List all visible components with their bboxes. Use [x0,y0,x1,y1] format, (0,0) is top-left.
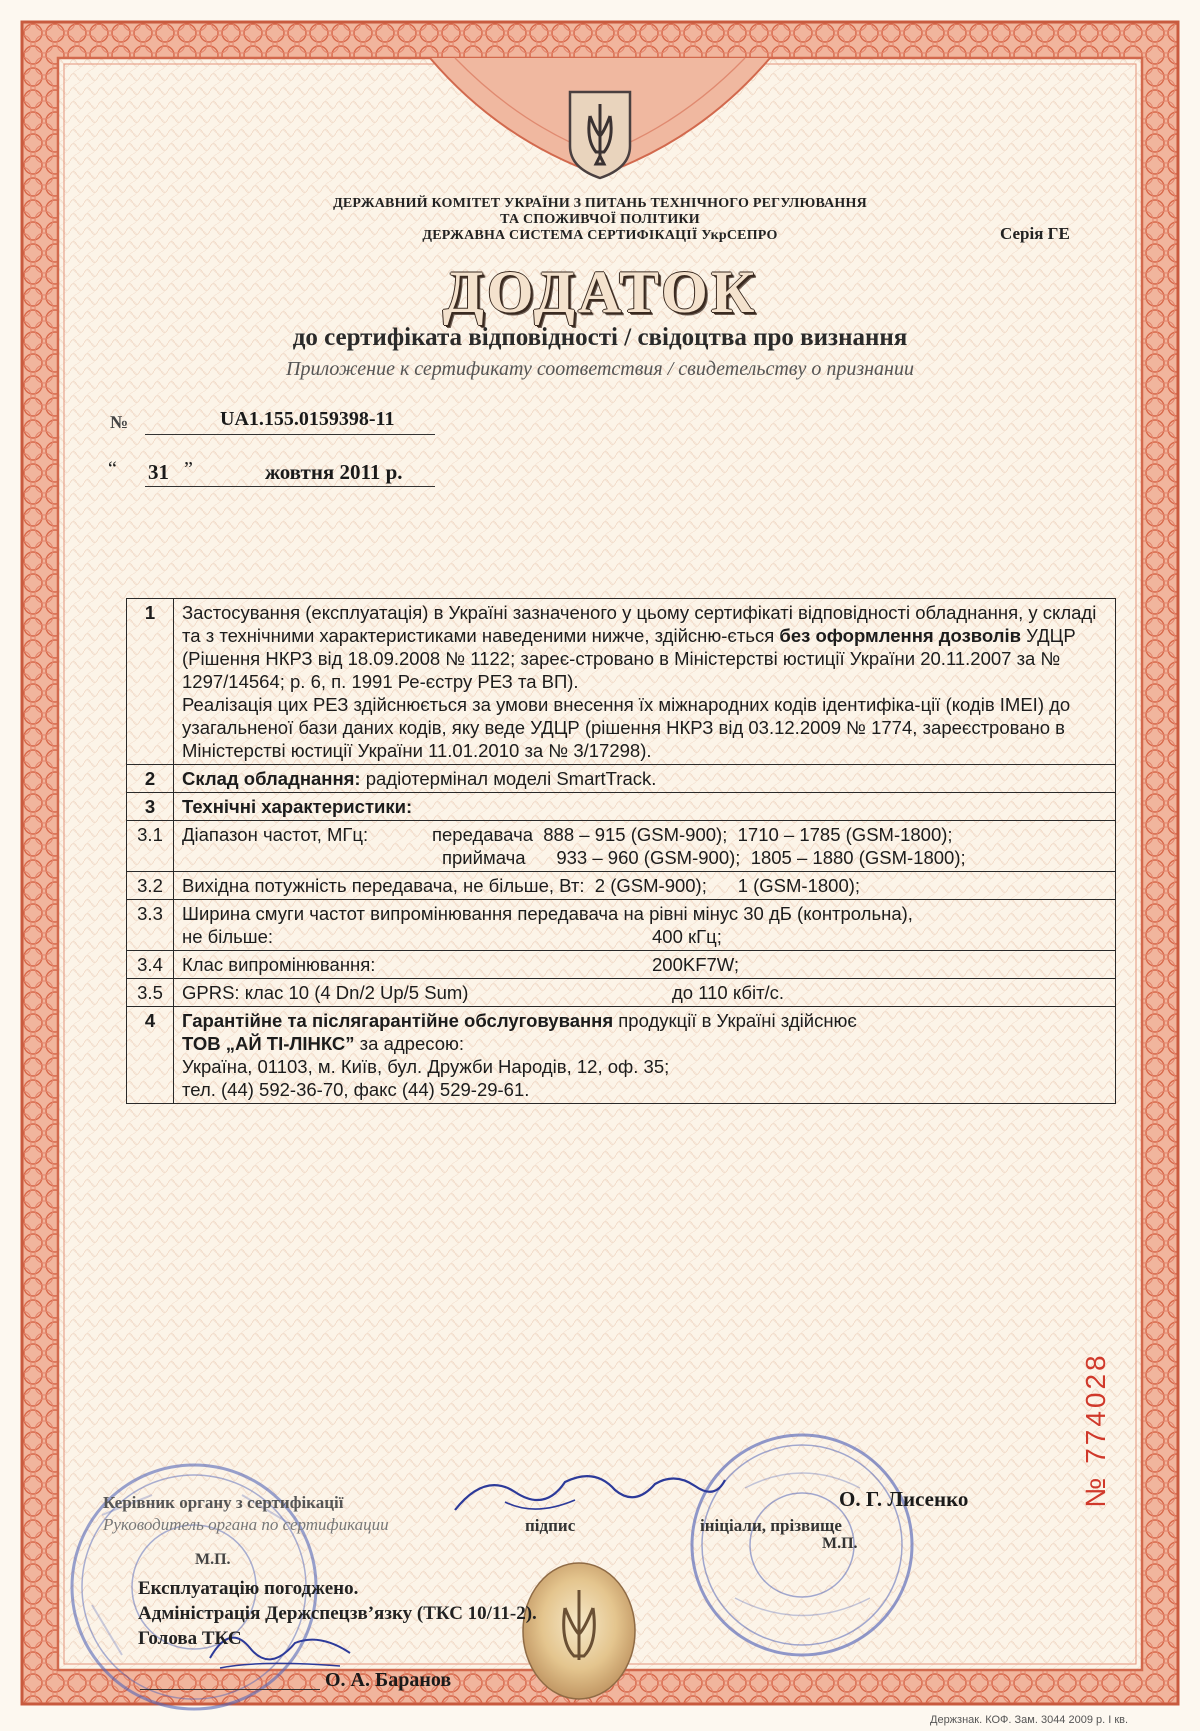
series-label: Серія ГЕ [1000,224,1070,243]
approval-line-1: Експлуатацію погоджено. [138,1578,359,1599]
certifying-body-head-label: Керівник органу з сертифікації [103,1493,344,1512]
initials-caption: ініціали, прізвище [700,1516,842,1535]
hologram-seal-icon [520,1560,638,1702]
emission-row [182,953,1107,976]
printer-footer: Держзнак. КОФ. Зам. 3044 2009 р. І кв. [930,1714,1129,1726]
approver-signature-line [140,1689,320,1690]
row-content [174,900,1116,951]
service-text: продукції в Україні здійснює [613,1010,857,1031]
row-number: 2 [127,765,174,793]
date-quote-open: “ [108,458,117,480]
signer-name: О. Г. Лисенко [839,1487,969,1511]
header-line-3: ДЕРЖАВНА СИСТЕМА СЕРТИФІКАЦІЇ УкрСЕПРО [422,228,778,243]
serial-number-area [1066,1325,1126,1535]
service-line [182,1009,1107,1032]
row-number: 3.5 [127,979,174,1007]
row-number: 1 [127,599,174,765]
usage-bold: без оформлення дозволів [779,625,1022,646]
table-row [127,821,1116,872]
table-row [127,872,1116,900]
document-subtitle: до сертифіката відповідності / свідоцтва про визнання [292,324,908,351]
row-number: 4 [127,1007,174,1104]
emission-label: Клас випромінювання: [182,954,376,975]
row-number: 3 [127,793,174,821]
table-row [127,599,1116,765]
table-row [127,765,1116,793]
company-address: Україна, 01103, м. Київ, бул. Дружби Народів, 12, оф. 35; [182,1056,670,1077]
bandwidth-text-cont: не більше: [182,926,274,947]
row-content [174,793,1116,821]
seal-place-right: М.П. [822,1535,858,1552]
company-text: за адресою: [354,1033,465,1054]
date-underline [145,486,435,487]
row-content [174,821,1116,872]
seal-place-left: М.П. [195,1551,231,1568]
imei-paragraph: Реалізація цих РЕЗ здійснюється за умови внесення їх міжнародних кодів ідентифіка-ції (кодів IMEI) до узагальненої бази даних кодів, яку веде УДЦР (рішення НКРЗ від 03.12.2009 № 1774, зареєстровано в Міністерстві юстиції України 11.01.2010 за № 3/17298). [182,694,1071,761]
gprs-row [182,981,1107,1004]
row-content [174,765,1116,793]
usage-text: Застосування (експлуатація) в Україні зазначеного у цьому сертифікаті відповідності обладнання, у складі та з технічними характеристиками наведеними нижче, здійсню-ється [182,602,1097,646]
composition-value: радіотермінал моделі SmartTrack. [360,768,657,789]
bandwidth-value: 400 кГц; [652,926,722,947]
row-content [174,979,1116,1007]
table-row [127,951,1116,979]
tech-specs-label: Технічні характеристики: [182,796,413,817]
company-phone: тел. (44) 592-36-70, факс (44) 529-29-61. [182,1079,530,1100]
table-row [127,1007,1116,1104]
emission-value: 200KF7W; [652,954,740,975]
output-power: Вихідна потужність передавача, не більше, Вт: 2 (GSM-900); 1 (GSM-1800); [174,872,1116,900]
approval-line-3: Голова ТКС [138,1628,242,1649]
document-subtitle-ru: Приложение к сертификату соответствия / свидетельству о признании [286,358,914,380]
certifying-body-head-label-ru: Руководитель органа по сертификации [103,1515,389,1534]
table-row [127,979,1116,1007]
table-row [127,900,1116,951]
table-row [127,793,1116,821]
frequency-label: Діапазон частот, МГц: [182,824,369,845]
number-label: № [110,412,129,432]
approval-line-2: Адміністрація Держспецзв’язку (ТКС 10/11-2). [138,1603,537,1624]
usage-text-cont: УДЦР (Рішення НКРЗ від 18.09.2008 № 1122; зареє-стровано в Міністерстві юстиції України 20.11.2007 за № 1297/14564; р. 6, п. 1991 Ре-єстру РЕЗ та ВП). [182,625,1076,692]
service-bold: Гарантійне та післягарантійне обслуговування [182,1010,614,1031]
date-day: 31 [148,460,169,484]
company-name: ТОВ „АЙ ТІ-ЛІНКС” [182,1033,355,1054]
usage-paragraph [182,601,1107,693]
row-number: 3.2 [127,872,174,900]
bandwidth-text: Ширина смуги частот випромінювання передавача на рівні мінус 30 дБ (контрольна), [182,903,913,924]
company-line [182,1032,1107,1055]
row-content [174,1007,1116,1104]
date-month-year: жовтня 2011 р. [265,460,403,484]
gprs-label: GPRS: клас 10 (4 Dn/2 Up/5 Sum) [182,982,469,1003]
coat-of-arms-icon [566,88,634,180]
row-content [174,599,1116,765]
rx-frequency: приймача 933 – 960 (GSM-900); 1805 – 1880 (GSM-1800); [442,847,966,868]
signature-caption: підпис [525,1516,576,1535]
composition-label: Склад обладнання: [182,768,361,789]
header-line-2: ТА СПОЖИВЧОЇ ПОЛІТИКИ [500,212,700,227]
bandwidth-value-row [182,925,1107,948]
row-number: 3.1 [127,821,174,872]
row-content [174,951,1116,979]
tx-frequency: передавача 888 – 915 (GSM-900); 1710 – 1785 (GSM-1800); [432,824,953,845]
certificate-number: UA1.155.0159398-11 [220,408,395,430]
row-number: 3.3 [127,900,174,951]
date-quote-close: ” [184,458,193,480]
specification-table [126,598,1116,1104]
gprs-value: до 110 кбіт/с. [672,982,785,1003]
serial-number: № 774028 [1080,1352,1111,1508]
frequency-block [182,823,1107,869]
document-title: ДОДАТОК [442,259,758,325]
number-underline [145,434,435,435]
frequency-values [432,823,966,869]
approver-name: О. А. Баранов [325,1669,452,1691]
signature-lysenko [445,1462,730,1522]
header-line-1: ДЕРЖАВНИЙ КОМІТЕТ УКРАЇНИ З ПИТАНЬ ТЕХНІЧНОГО РЕГУЛЮВАННЯ [333,196,867,211]
row-number: 3.4 [127,951,174,979]
